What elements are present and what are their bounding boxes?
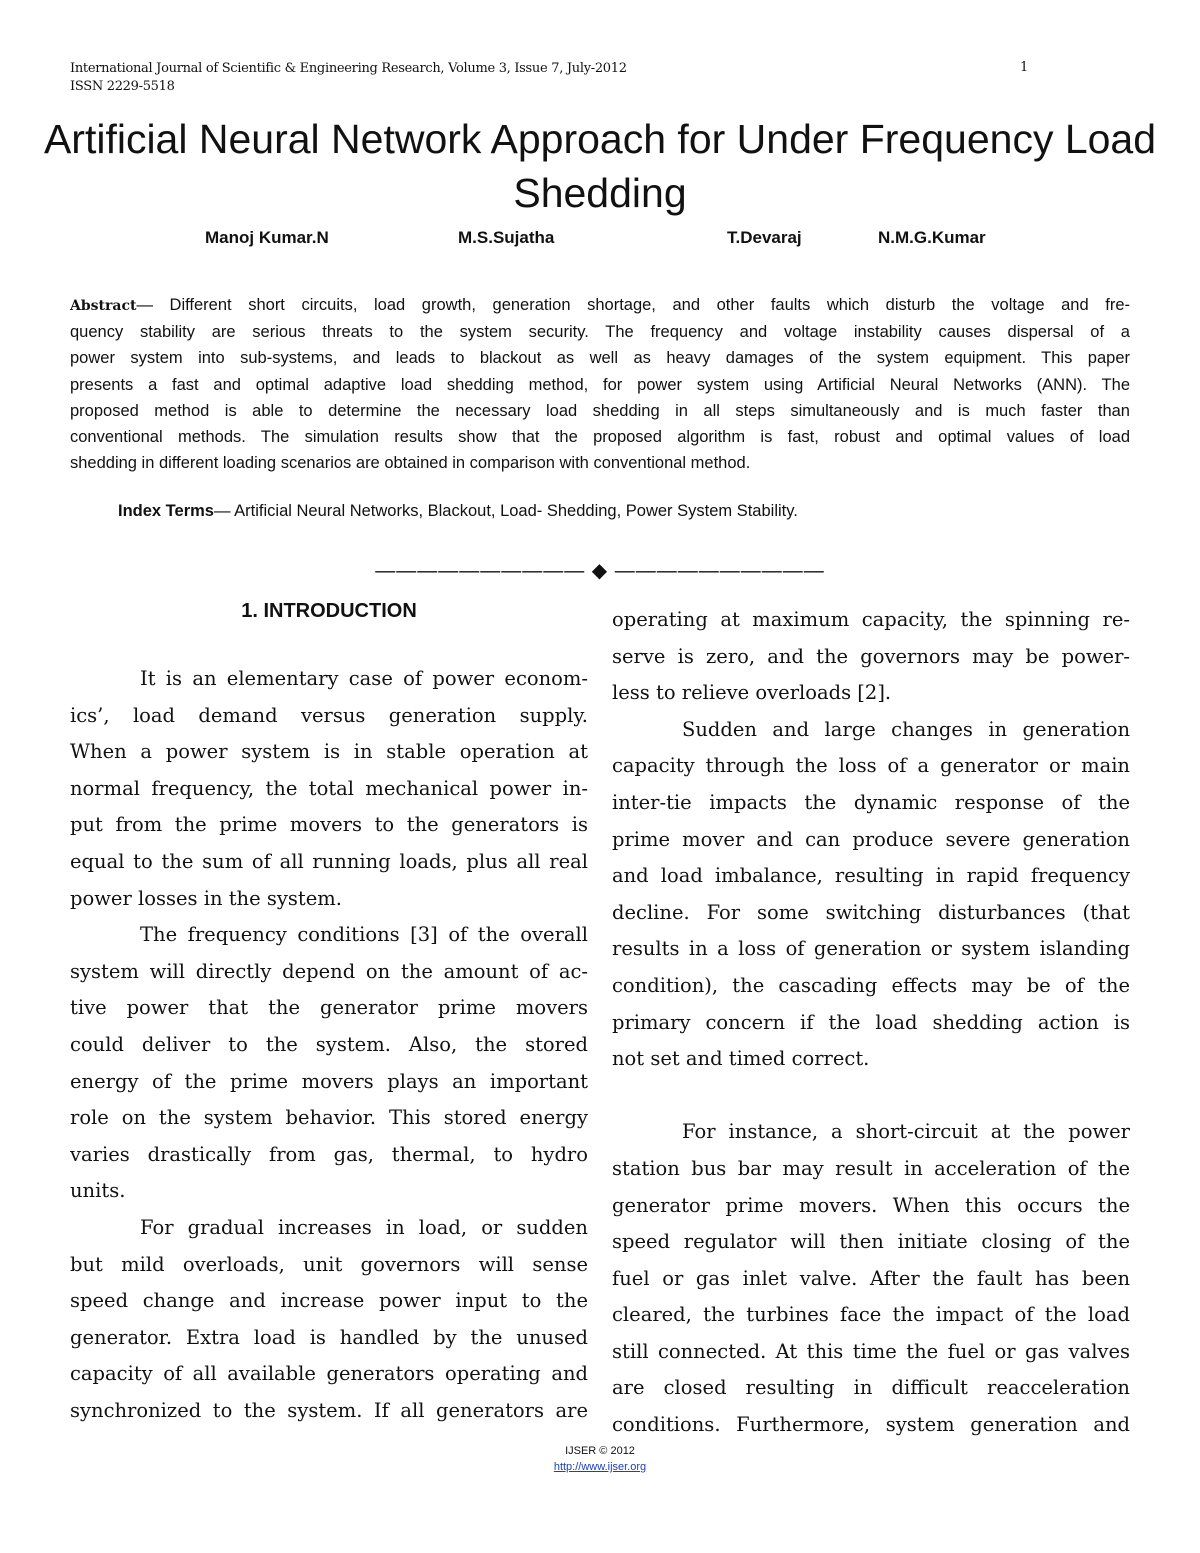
copyright: IJSER © 2012 <box>565 1445 635 1457</box>
abstract-line <box>70 319 1130 345</box>
text-line: speed change and increase power input to the <box>70 1289 588 1313</box>
text-line: speed regulator will then initiate closing of the <box>612 1230 1130 1254</box>
text-line: conditions. Furthermore, system generation and <box>612 1413 1130 1437</box>
issn: ISSN 2229-5518 <box>70 79 175 94</box>
text-line: When a power system is in stable operation at <box>70 740 588 764</box>
abstract-text: quency stability are serious threats to the system security. The frequency and voltage instability causes dispersal of a <box>70 323 1130 342</box>
text-line: less to relieve overloads [2]. <box>612 681 892 705</box>
text-line: energy of the prime movers plays an important <box>70 1069 588 1093</box>
abstract-text: conventional methods. The simulation results show that the proposed algorithm is fast, robust and optimal values of load <box>70 428 1130 447</box>
text-line: synchronized to the system. If all generators are <box>70 1398 588 1422</box>
page-number: 1 <box>1020 60 1029 75</box>
text-line: fuel or gas inlet valve. After the fault has been <box>612 1266 1130 1290</box>
text-line: but mild overloads, unit governors will sense <box>70 1252 588 1276</box>
paragraph <box>612 602 1130 712</box>
abstract-text: — Different short circuits, load growth, generation shortage, and other faults which disturb the voltage and fre- <box>136 296 1130 314</box>
text-line: normal frequency, the total mechanical power in- <box>70 776 588 800</box>
abstract-line <box>70 398 1130 424</box>
text-line: tive power that the generator prime movers <box>70 996 588 1020</box>
paragraph <box>70 1210 588 1430</box>
text-line: primary concern if the load shedding action is <box>612 1010 1130 1034</box>
text-line: serve is zero, and the governors may be power- <box>612 644 1130 668</box>
abstract <box>70 292 1130 476</box>
author: T.Devaraj <box>727 228 802 247</box>
abstract-line <box>70 292 1130 319</box>
paragraph <box>70 661 588 917</box>
section-heading: 1. INTRODUCTION <box>241 600 417 622</box>
text-line: system will directly depend on the amount of ac- <box>70 959 588 983</box>
text-line: capacity of all available generators operating and <box>70 1362 588 1386</box>
text-line: For gradual increases in load, or sudden <box>140 1215 588 1239</box>
section-divider: —————————— ◆ —————————— <box>375 560 825 582</box>
left-column <box>70 661 588 1429</box>
abstract-label: Abstract <box>70 298 137 314</box>
paragraph <box>612 712 1130 1078</box>
text-line: power losses in the system. <box>70 886 342 910</box>
abstract-line <box>70 345 1130 371</box>
text-line: not set and timed correct. <box>612 1047 870 1071</box>
index-terms-label: Index Terms <box>118 502 214 520</box>
text-line: prime mover and can produce severe generation <box>612 827 1130 851</box>
text-line: role on the system behavior. This stored energy <box>70 1106 588 1130</box>
text-line: varies drastically from gas, thermal, to hydro <box>70 1142 588 1166</box>
abstract-line <box>70 450 1130 476</box>
author: Manoj Kumar.N <box>205 228 329 247</box>
text-line: generator prime movers. When this occurs the <box>612 1193 1130 1217</box>
paper-title: Artificial Neural Network Approach for Under Frequency Load Shedding <box>43 116 1157 216</box>
text-line: units. <box>70 1179 126 1203</box>
text-line: and load imbalance, resulting in rapid frequency <box>612 864 1130 888</box>
journal-info: International Journal of Scientific & Engineering Research, Volume 3, Issue 7, July-2012 <box>70 61 627 76</box>
abstract-line <box>70 424 1130 450</box>
text-line: still connected. At this time the fuel or gas valves <box>612 1339 1130 1363</box>
text-line: equal to the sum of all running loads, plus all real <box>70 849 588 873</box>
text-line: generator. Extra load is handled by the unused <box>70 1325 588 1349</box>
paragraph <box>70 917 588 1210</box>
abstract-text: presents a fast and optimal adaptive load shedding method, for power system using Artificial Neural Networks (ANN). The <box>70 375 1130 394</box>
text-line: Sudden and large changes in generation <box>682 717 1130 741</box>
abstract-text: power system into sub-systems, and leads to blackout as well as heavy damages of the system equipment. This paper <box>70 349 1130 368</box>
text-line: ics’, load demand versus generation supply. <box>70 703 588 727</box>
index-terms <box>118 502 798 521</box>
right-column <box>612 602 1130 1444</box>
text-line: cleared, the turbines face the impact of the load <box>612 1303 1130 1327</box>
text-line: inter-tie impacts the dynamic response of the <box>612 790 1130 814</box>
running-header <box>70 60 627 96</box>
text-line: capacity through the loss of a generator or main <box>612 754 1130 778</box>
text-line: operating at maximum capacity, the spinning re- <box>612 608 1130 631</box>
text-line: could deliver to the system. Also, the stored <box>70 1032 588 1056</box>
text-line: For instance, a short-circuit at the power <box>682 1120 1130 1144</box>
author: M.S.Sujatha <box>458 228 555 247</box>
text-line: put from the prime movers to the generators is <box>70 813 588 837</box>
text-line: are closed resulting in difficult reacceleration <box>612 1376 1130 1400</box>
footer <box>0 1443 1200 1475</box>
paragraph <box>612 1114 1130 1443</box>
abstract-text: proposed method is able to determine the necessary load shedding in all steps simultaneously and is much faster than <box>70 401 1130 420</box>
text-line: station bus bar may result in acceleration of the <box>612 1156 1130 1180</box>
abstract-line <box>70 372 1130 398</box>
index-terms-text: — Artificial Neural Networks, Blackout, Load- Shedding, Power System Stability. <box>213 502 798 520</box>
journal-link[interactable]: http://www.ijser.org <box>553 1461 647 1473</box>
text-line: The frequency conditions [3] of the overall <box>140 923 588 947</box>
text-line: decline. For some switching disturbances (that <box>612 900 1130 924</box>
text-line: results in a loss of generation or system islanding <box>612 937 1130 961</box>
text-line: It is an elementary case of power econom- <box>140 667 588 690</box>
author: N.M.G.Kumar <box>878 228 986 247</box>
abstract-text: shedding in different loading scenarios are obtained in comparison with conventional method. <box>70 454 751 473</box>
paragraph-gap <box>612 1078 1130 1115</box>
text-line: condition), the cascading effects may be of the <box>612 973 1130 997</box>
